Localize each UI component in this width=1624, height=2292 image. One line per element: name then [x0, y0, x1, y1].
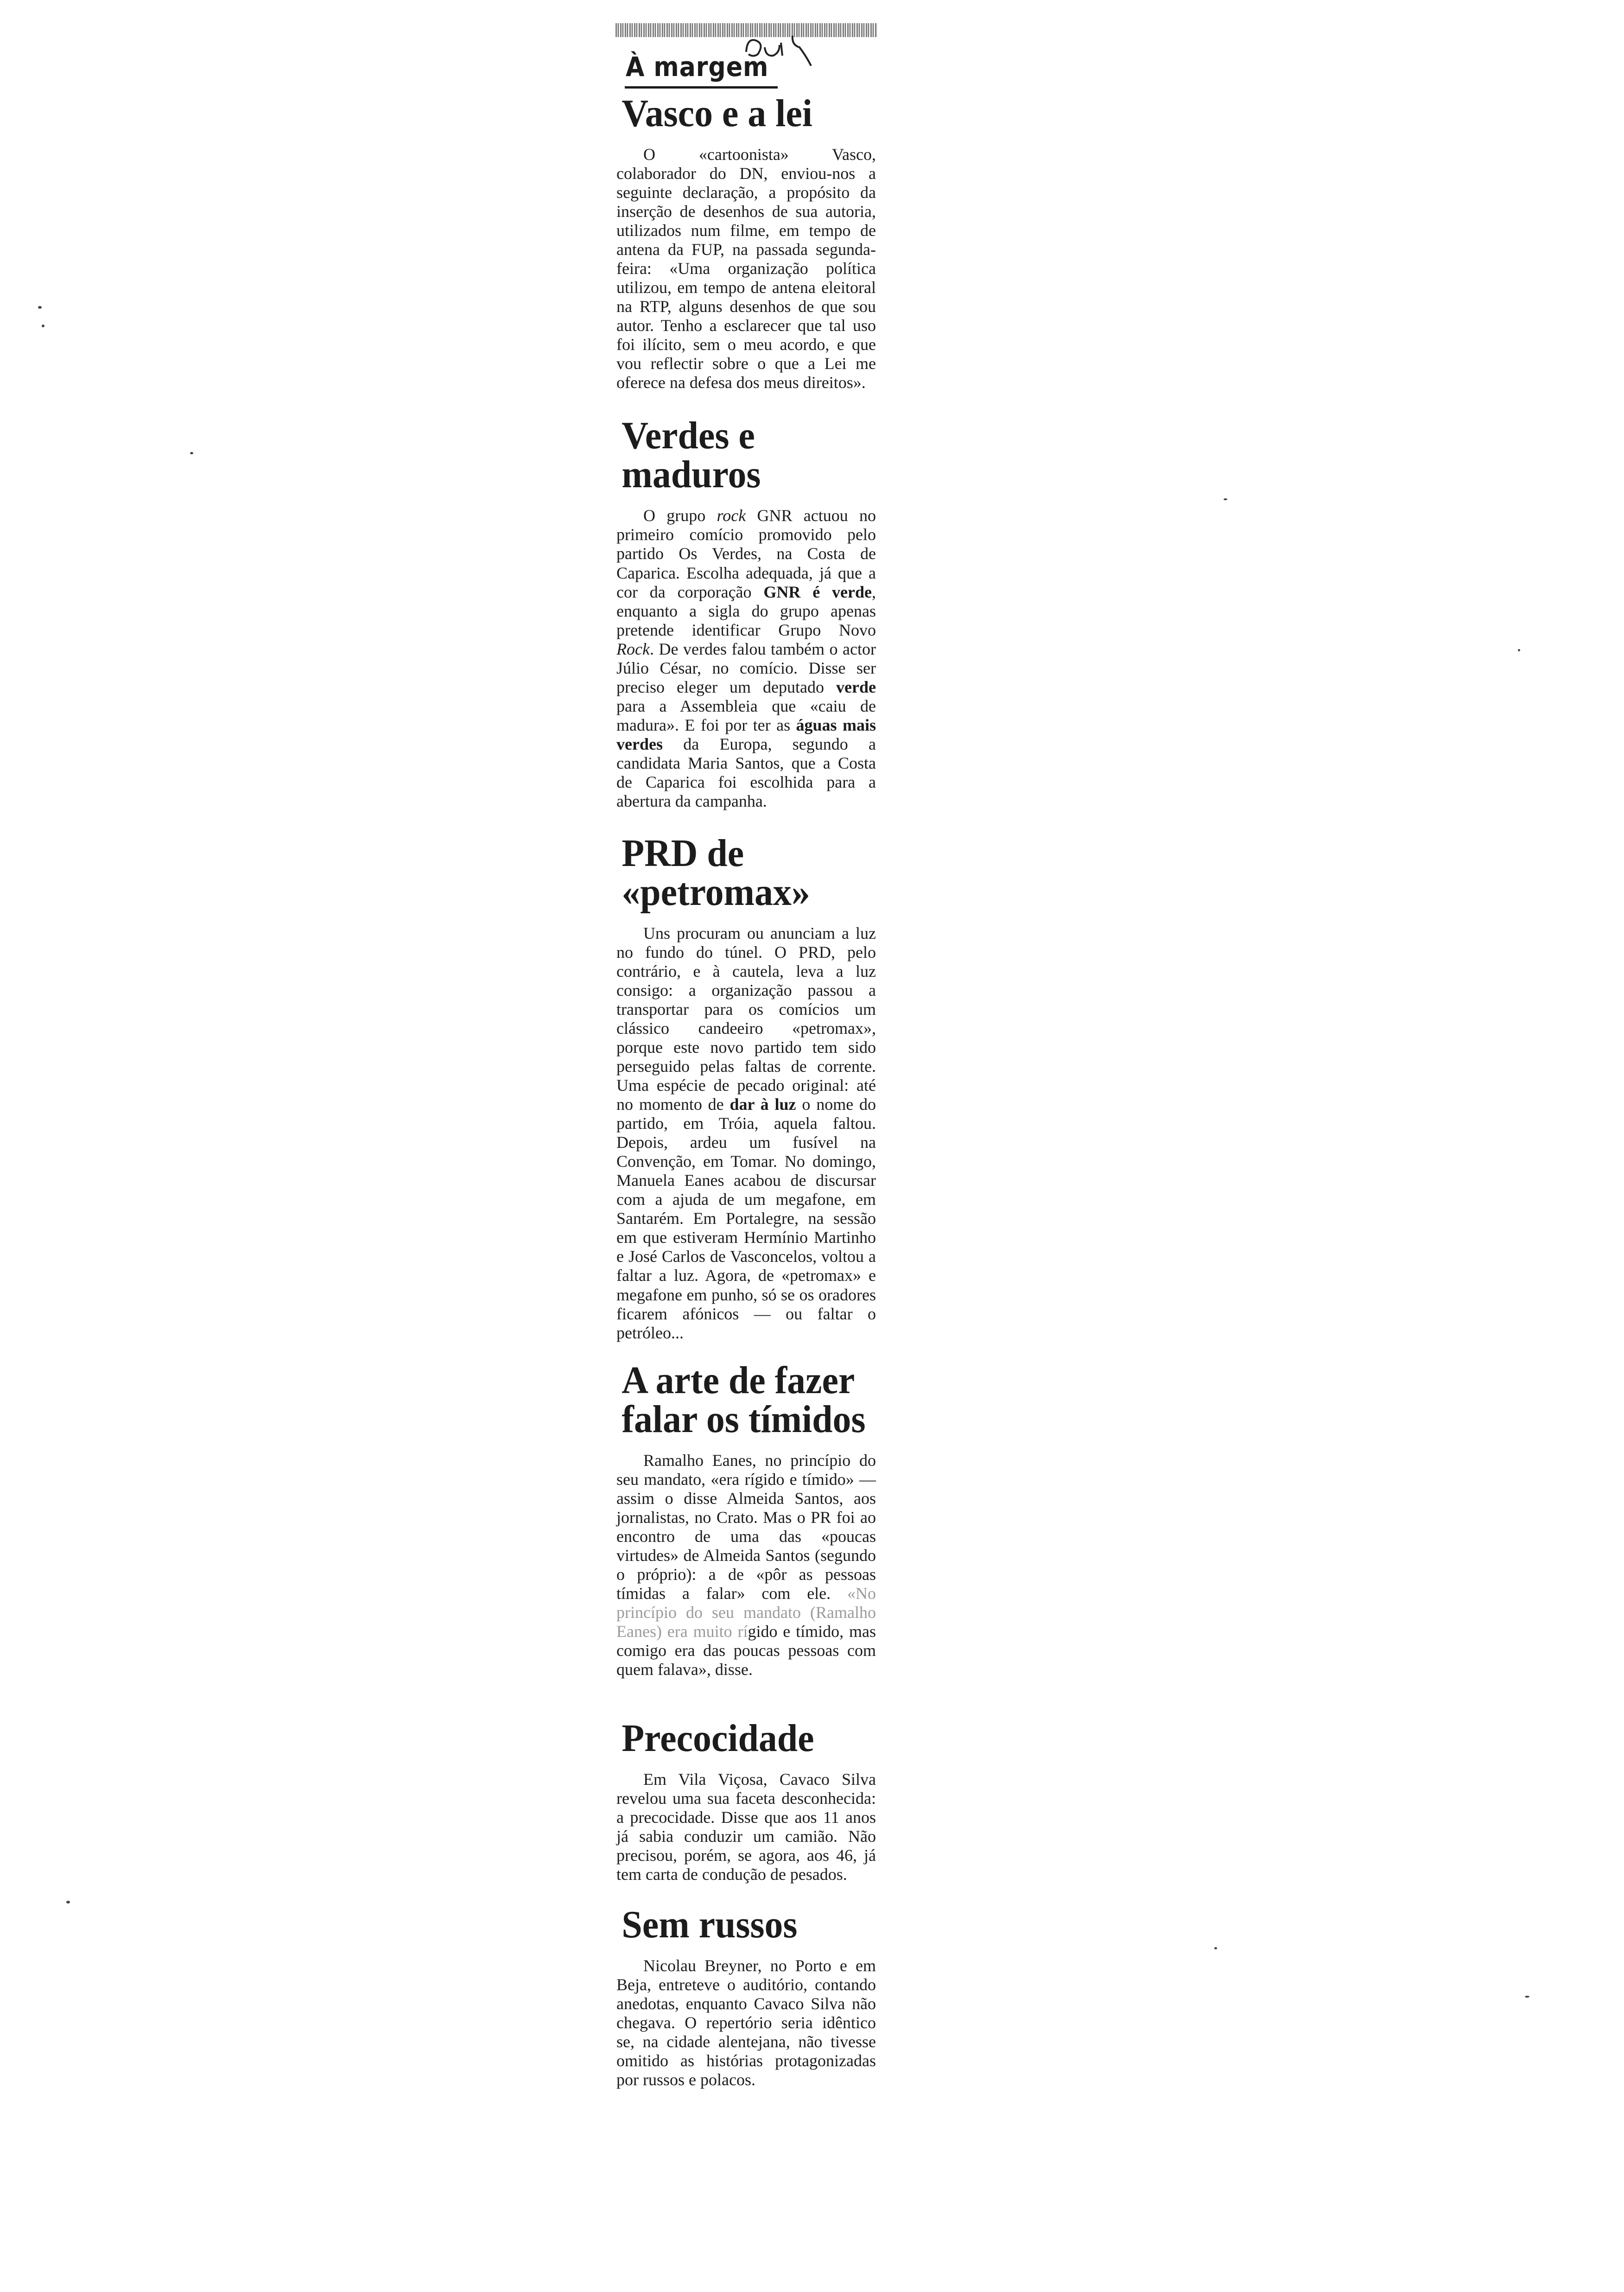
- text-run: O «cartoonista» Vasco, colaborador do DN, enviou-nos a seguinte declaração, a propósito da inserção de desenhos de sua autoria, utilizados num filme, em tempo de antena da FUP, na passada segunda-feira: «Uma organização política utilizou, em tempo de antena eleitoral na RTP, alguns desenhos de que sou autor. Tenho a esclarecer que tal uso foi ilícito, sem o meu acordo, e que vou reflectir sobre o que a Lei me oferece na defesa dos meus direitos».: [616, 145, 876, 392]
- article-verdes-e-maduros: [616, 416, 876, 811]
- article-column: [616, 23, 876, 2089]
- article-precocidade: [616, 1716, 876, 1884]
- headline: PRD de «petromax»: [622, 831, 810, 914]
- headline: A arte de fazer falar os tímidos: [622, 1358, 866, 1441]
- article-a-arte-de-fazer-falar-os-timidos: [616, 1358, 876, 1679]
- body-paragraph: [616, 1770, 876, 1884]
- text-run: águas mais verdes: [616, 715, 876, 753]
- article-body: [616, 1770, 876, 1884]
- scan-speck: [38, 306, 42, 309]
- text-run: da Europa, segundo a candidata Maria Santos, que a Costa de Caparica foi escolhida para a abertura da campanha.: [616, 734, 876, 810]
- text-run: o nome do partido, em Tróia, aquela faltou. Depois, ardeu um fusível na Convenção, em Tomar. No domingo, Manuela Eanes acabou de discursar com a ajuda de um megafone, em Santarém. Em Portalegre, na sessão em que estiveram Hermínio Martinho e José Carlos de Vasconcelos, voltou a faltar a luz. Agora, de «petromax» e megafone em punho, só se os oradores ficarem afónicos — ou faltar o petróleo...: [616, 1095, 876, 1342]
- text-run: O grupo: [643, 506, 717, 525]
- headline: Vasco e a lei: [622, 92, 812, 135]
- article-sem-russos: [616, 1905, 876, 2089]
- article-body: [616, 506, 876, 811]
- headline: Precocidade: [622, 1716, 814, 1760]
- scan-speck: [66, 1901, 70, 1904]
- text-run: verde: [836, 677, 876, 696]
- text-run: dar à luz: [730, 1095, 796, 1114]
- text-run: rock: [717, 506, 746, 525]
- body-paragraph: [616, 1451, 876, 1679]
- article-body: [616, 924, 876, 1343]
- section-rule: [625, 86, 778, 89]
- article-vasco-e-a-lei: [616, 94, 876, 392]
- text-run: . De verdes falou também o actor Júlio César, no comício. Disse ser preciso eleger um deputado: [616, 639, 876, 696]
- text-run: Uns procuram ou anunciam a luz no fundo do túnel. O PRD, pelo contrário, e à cautela, leva a luz consigo: a organização passou a transportar para os comícios um clássico candeeiro «petromax», porque este novo partido tem sido perseguido pelas faltas de corrente. Uma espécie de pecado original: até no momento de: [616, 923, 876, 1114]
- text-run: gido e tímido, mas comigo era das poucas pessoas com quem falava», disse.: [616, 1622, 876, 1679]
- body-paragraph: [616, 145, 876, 392]
- scan-speck: [42, 325, 44, 327]
- article-body: [616, 145, 876, 392]
- scan-speck: [1518, 649, 1520, 651]
- headline: Verdes e maduros: [622, 414, 761, 497]
- text-run: Ramalho Eanes, no princípio do seu mandato, «era rígido e tímido» — assim o disse Almeida Santos, aos jornalistas, no Crato. Mas o PR foi ao encontro de uma das «poucas virtudes» de Almeida Santos (segundo o próprio): a de «pôr as pessoas tímidas a falar» com ele.: [616, 1451, 876, 1603]
- text-run: Nicolau Breyner, no Porto e em Beja, entreteve o auditório, contando anedotas, enquanto Cavaco Silva não chegava. O repertório seria idêntico se, na cidade alentejana, não tivesse omitido as histórias protagonizadas por russos e polacos.: [616, 1956, 876, 2089]
- article-prd-de-petromax: [616, 831, 876, 1343]
- body-paragraph: [616, 1956, 876, 2089]
- article-body: [616, 1956, 876, 2089]
- scan-speck: [1214, 1947, 1217, 1949]
- scan-speck: [1224, 498, 1227, 500]
- article-body: [616, 1451, 876, 1679]
- text-run: Em Vila Viçosa, Cavaco Silva revelou uma sua faceta desconhecida: a precocidade. Disse que aos 11 anos já sabia conduzir um camião. Não precisou, porém, se agora, aos 46, já tem carta de condução de pesados.: [616, 1770, 876, 1884]
- body-paragraph: [616, 506, 876, 811]
- text-run: Rock: [616, 639, 650, 658]
- scan-speck: [190, 452, 193, 454]
- body-paragraph: [616, 924, 876, 1343]
- section-label: À margem: [626, 51, 769, 83]
- text-run: GNR é verde: [763, 582, 872, 601]
- text-run: «No princípio do seu mandato (Ramalho Eanes) era muito rí: [616, 1584, 876, 1641]
- text-run: , enquanto a sigla do grupo apenas pretende identificar Grupo Novo: [616, 582, 876, 639]
- scan-speck: [1525, 1996, 1529, 1998]
- text-run: GNR actuou no primeiro comício promovido pelo partido Os Verdes, na Costa de Caparica. Escolha adequada, já que a cor da corporação: [616, 506, 876, 601]
- headline: Sem russos: [622, 1903, 798, 1947]
- text-run: para a Assembleia que «caiu de madura». E foi por ter as: [616, 696, 876, 734]
